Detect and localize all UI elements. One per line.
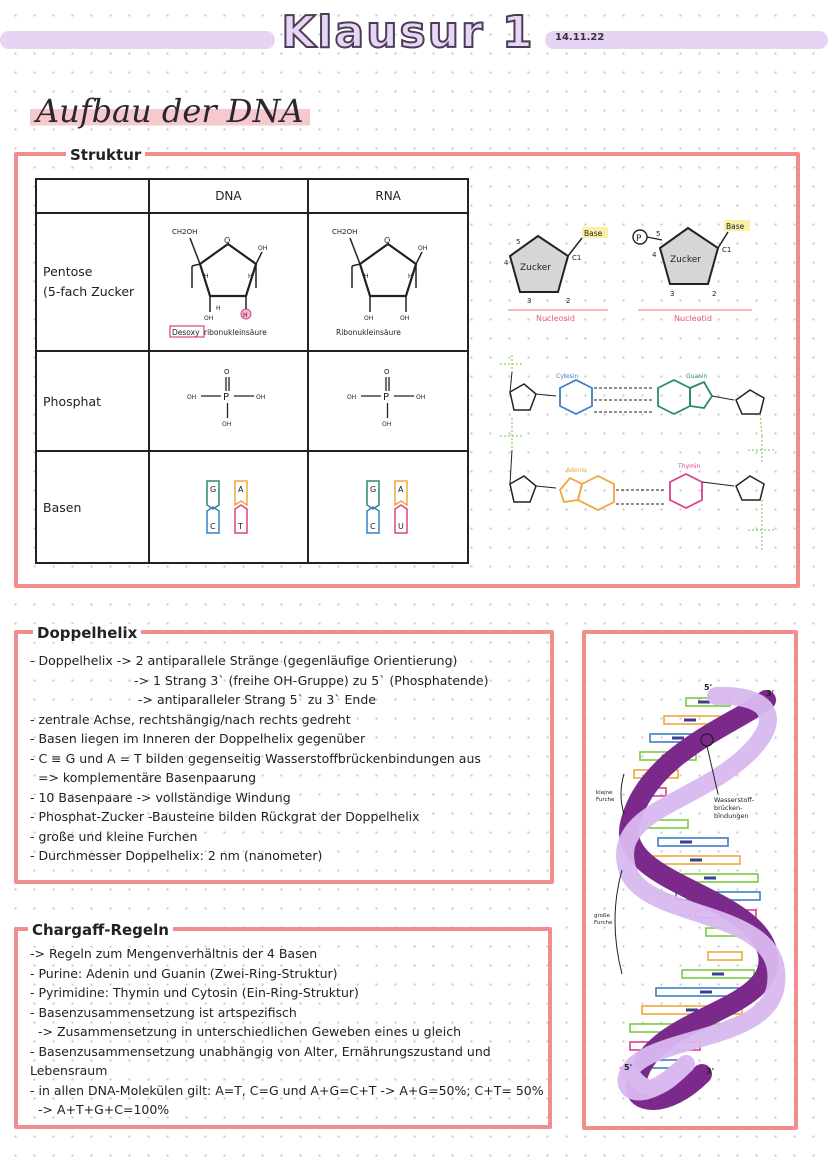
nucleosid-base: Base [584, 229, 603, 238]
nucleotid-2: 2 [712, 290, 717, 298]
doppelhelix-label: Doppelhelix [33, 624, 141, 642]
guanin-label: Guanin [686, 373, 708, 380]
rna-base-c: C [370, 522, 376, 531]
struktur-label: Struktur [66, 146, 145, 164]
rna-group: CH2OH [332, 228, 358, 236]
table-corner [36, 179, 149, 213]
list-item: => komplementäre Basenpaarung [38, 770, 257, 785]
grosse-furche-label: große Furche [594, 913, 613, 926]
row-label-basen: Basen [36, 451, 149, 563]
dna-phos-oh-l: OH [187, 394, 197, 401]
list-item: - Pyrimidine: Thymin und Cytosin (Ein-Ring-Struktur) [30, 985, 359, 1000]
dna-bases-pairs [198, 477, 258, 537]
dna-oh1: OH [258, 245, 268, 252]
dna-base-c: C [210, 522, 216, 531]
list-item: -> antiparalleler Strang 5` zu 3` Ende [138, 692, 376, 707]
section-heading: Aufbau der DNA [30, 92, 310, 130]
rna-ring-o: O [384, 236, 391, 245]
dna-caption-rest: ribonukleinsäure [204, 328, 268, 337]
list-item: - Doppelhelix -> 2 antiparallele Stränge (gegenläufige Orientierung) [30, 653, 458, 668]
dna-phos-p: P [223, 392, 230, 403]
top-5-label: 5' [704, 683, 713, 692]
list-item: - Purine: Adenin und Guanin (Zwei-Ring-Struktur) [30, 965, 338, 981]
rna-phos-p: P [383, 392, 390, 403]
list-item: - in allen DNA-Molekülen gilt: A=T, C=G und A+G=C+T -> A+G=50%; C+T= 50% [30, 1082, 544, 1098]
bottom-3-label: 3' [706, 1067, 715, 1076]
row-label-phosphat: Phosphat [36, 351, 149, 451]
double-helix-figure [586, 634, 794, 1126]
title-highlight-left [0, 31, 275, 49]
rna-pentose-cell [308, 213, 468, 351]
nucleotid-base: Base [726, 222, 745, 231]
table-header-rna: RNA [308, 179, 468, 213]
dna-phosphate-structure [183, 366, 273, 436]
list-item: - Basenzusammensetzung unabhängig von Alter, Ernährungszustand und [30, 1043, 491, 1059]
cytosin-label: Cytosin [556, 373, 579, 380]
list-item: -> Regeln zum Mengenverhältnis der 4 Basen [30, 946, 318, 961]
doppelhelix-text [30, 651, 488, 866]
dna-base-a: A [238, 485, 244, 494]
rna-h2: H [408, 273, 413, 280]
rna-bases-pairs [358, 477, 418, 537]
basepair-diagram [490, 350, 790, 560]
nucleosid-caption: Nucleosid [536, 314, 575, 323]
dna-phos-oh-r: OH [256, 394, 266, 401]
list-item: -> Zusammensetzung in unterschiedlichen Geweben eines u gleich [38, 1024, 462, 1039]
rna-phos-oh-l: OH [347, 394, 357, 401]
list-item: - Basenzusammensetzung ist artspezifisch [30, 1004, 297, 1020]
rna-basen-cell [308, 451, 468, 563]
list-item: -> 1 Strang 3` (freihe OH-Gruppe) zu 5` (Phosphatende) [134, 672, 489, 688]
nucleosid-3: 3 [527, 297, 532, 305]
dna-rna-table [35, 178, 469, 564]
nucleosid-zucker: Zucker [520, 263, 551, 273]
nucleosid-c1: C1 [572, 254, 582, 262]
adenin-label: Adenin [566, 467, 587, 474]
dna-phosphat-cell [149, 351, 309, 451]
rna-base-a: A [398, 485, 404, 494]
rna-phos-oh-b: OH [382, 421, 392, 428]
nucleosid-5: 5 [516, 238, 521, 246]
dna-oh2: OH [204, 315, 214, 322]
bottom-5-label: 5' [624, 1063, 633, 1072]
rna-oh3: OH [400, 315, 410, 322]
dna-phos-o: O [224, 368, 230, 376]
list-item: Lebensraum [30, 1063, 108, 1078]
list-item: - Phosphat-Zucker -Bausteine bilden Rückgrat der Doppelhelix [30, 809, 420, 824]
dna-pentose-cell [149, 213, 309, 351]
page-title: Klausur 1 [281, 7, 535, 58]
dna-base-g: G [210, 485, 217, 494]
list-item: - Basen liegen im Inneren der Doppelhelix gegenüber [30, 731, 366, 746]
thymin-label: Thymin [678, 463, 701, 470]
list-item: -> A+T+G+C=100% [38, 1102, 170, 1117]
top-3-label: 3' [766, 689, 775, 698]
table-header-dna: DNA [149, 179, 309, 213]
dna-h2: H [248, 273, 253, 280]
rna-h1: H [364, 273, 369, 280]
nucleotid-5: 5 [656, 230, 661, 238]
list-item: - 10 Basenpaare -> vollständige Windung [30, 789, 291, 805]
date-label: 14.11.22 [555, 32, 605, 43]
rna-oh2: OH [364, 315, 374, 322]
kleine-furche-label: kleine Furche [596, 790, 615, 803]
list-item: - zentrale Achse, rechtshängig/nach rechts gedreht [30, 711, 351, 727]
rna-oh1: OH [418, 245, 428, 252]
nucleosid-2: 2 [566, 297, 571, 305]
dna-caption-marked: Desoxy [172, 328, 200, 337]
list-item: - Durchmesser Doppelhelix: 2 nm (nanometer) [30, 848, 323, 863]
list-item: - C ≡ G und A = T bilden gegenseitig Wasserstoffbrückenbindungen aus [30, 750, 481, 766]
nucleosid-4: 4 [504, 259, 509, 267]
dna-phos-oh-b: OH [222, 421, 232, 428]
nucleotid-caption: Nucleotid [674, 314, 712, 323]
dna-h-marker-text: H [243, 312, 248, 319]
wasserstoff-label: Wasserstoff-brücken-bindungen [714, 796, 755, 820]
nucleotid-c1: C1 [722, 246, 732, 254]
rna-phos-o: O [384, 368, 390, 376]
nucleotid-4: 4 [652, 251, 657, 259]
dna-base-t: T [238, 522, 244, 531]
dna-group: CH2OH [172, 228, 198, 236]
list-item: - große und kleine Furchen [30, 828, 198, 844]
rna-phos-oh-r: OH [416, 394, 426, 401]
desoxyribose-structure [168, 226, 288, 338]
rna-base-g: G [370, 485, 377, 494]
nucleosid-nucleotid-diagram [490, 210, 790, 325]
dna-h1: H [204, 273, 209, 280]
chargaff-text [30, 944, 544, 1120]
rna-caption: Ribonukleinsäure [336, 328, 401, 337]
ribose-structure [328, 226, 448, 338]
dna-h3: H [216, 305, 221, 312]
row-label-pentose: Pentose (5-fach Zucker [36, 213, 149, 351]
dna-ring-o: O [224, 236, 231, 245]
rna-base-u: U [398, 522, 404, 531]
rna-phosphate-structure [343, 366, 433, 436]
chargaff-label: Chargaff-Regeln [28, 921, 173, 939]
nucleotid-p: P [636, 234, 642, 244]
nucleotid-3: 3 [670, 290, 675, 298]
dna-basen-cell [149, 451, 309, 563]
rna-phosphat-cell [308, 351, 468, 451]
nucleotid-zucker: Zucker [670, 255, 701, 265]
